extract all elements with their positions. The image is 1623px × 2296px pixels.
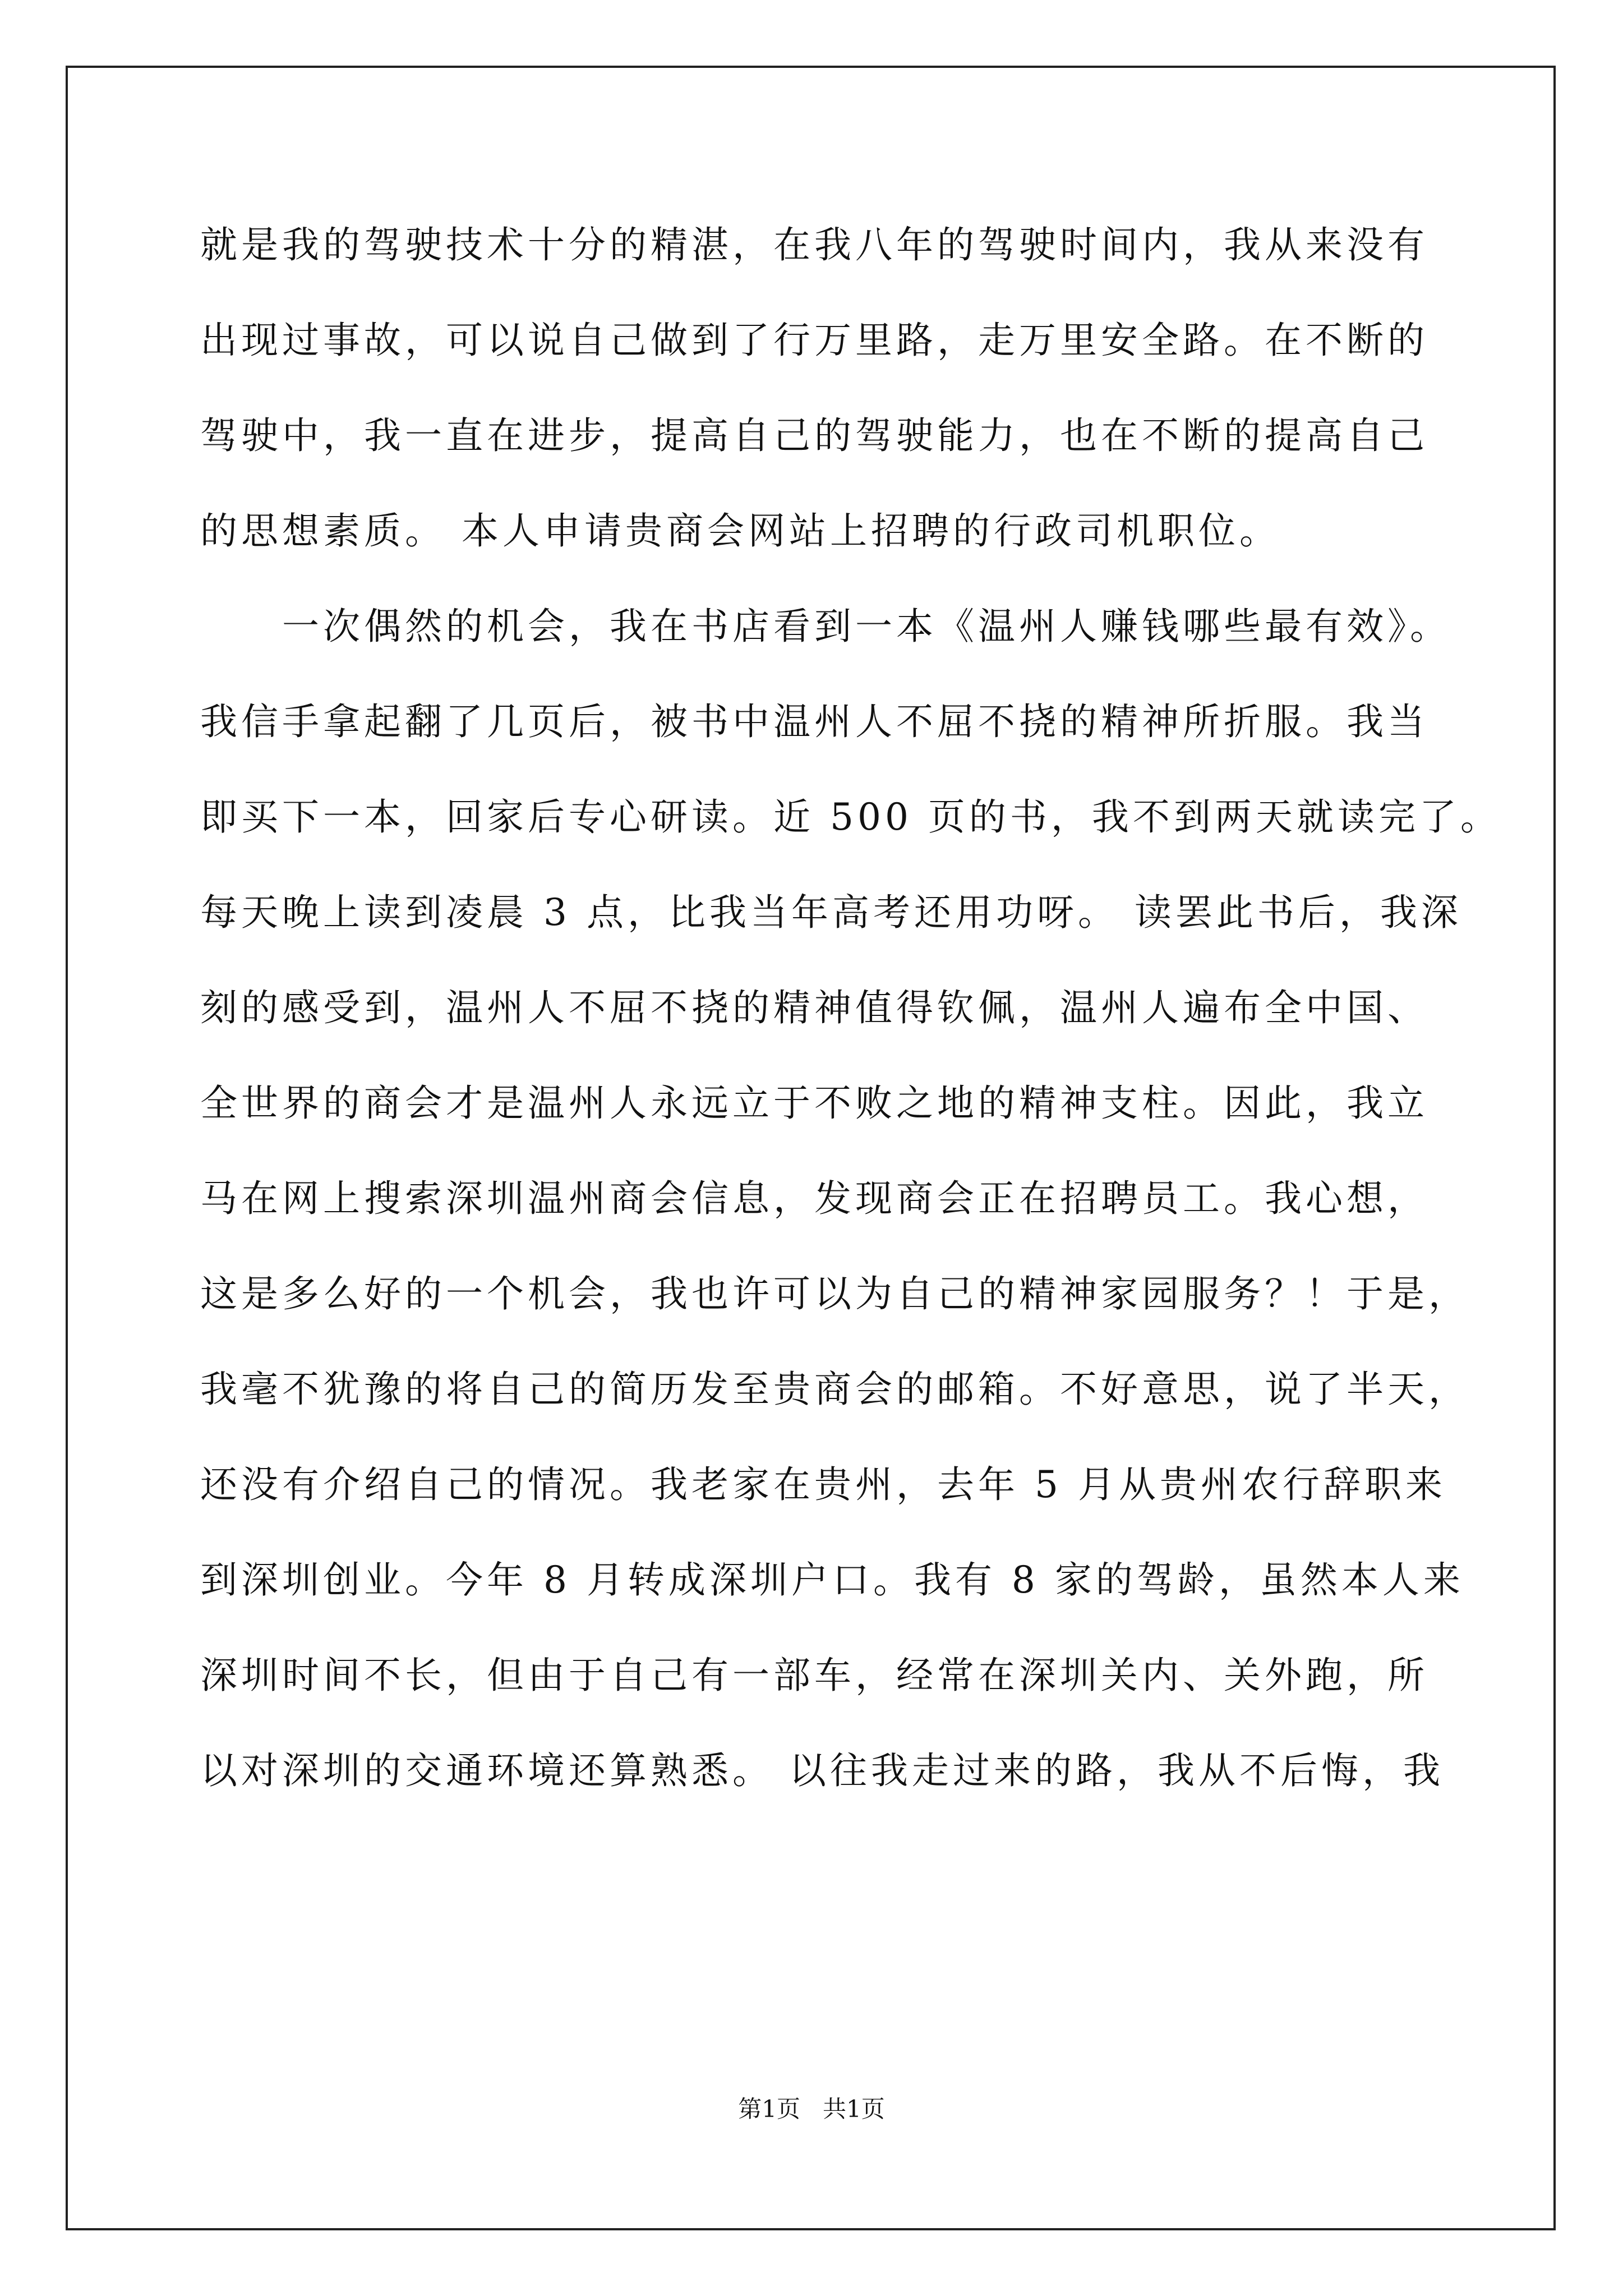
paragraph-start-line: 一次偶然的机会，我在书店看到一本《温州人赚钱哪些最有效》。 — [200, 605, 1451, 648]
text-line: 以对深圳的交通环境还算熟悉。 以往我走过来的路，我从不后悔，我 — [200, 1749, 1444, 1792]
text-line: 的思想素质。 本人申请贵商会网站上招聘的行政司机职位。 — [200, 509, 1280, 553]
text-line: 这是多么好的一个机会，我也许可以为自己的精神家园服务？！于是， — [200, 1272, 1469, 1315]
text-line: 全世界的商会才是温州人永远立于不败之地的精神支柱。因此，我立 — [200, 1082, 1428, 1125]
text-line: 深圳时间不长，但由于自己有一部车，经常在深圳关内、关外跑，所 — [200, 1654, 1428, 1697]
text-line: 我毫不犹豫的将自己的简历发至贵商会的邮箱。不好意思，说了半天， — [200, 1368, 1469, 1411]
text-line: 刻的感受到，温州人不屈不挠的精神值得钦佩，温州人遍布全中国、 — [200, 986, 1428, 1029]
text-line: 即买下一本，回家后专心研读。近 500 页的书，我不到两天就读完了。 — [200, 795, 1501, 839]
text-line: 驾驶中，我一直在进步，提高自己的驾驶能力，也在不断的提高自己 — [200, 414, 1428, 457]
text-line: 出现过事故，可以说自己做到了行万里路，走万里安全路。在不断的 — [200, 319, 1428, 362]
text-line: 每天晚上读到凌晨 3 点，比我当年高考还用功呀。 读罢此书后，我深 — [200, 891, 1462, 934]
document-body — [200, 197, 1501, 1819]
text-line: 到深圳创业。今年 8 月转成深圳户口。我有 8 家的驾龄，虽然本人来 — [200, 1558, 1464, 1602]
page-number-footer: 第1页 共1页 — [738, 2095, 885, 2123]
text-line: 还没有介绍自己的情况。我老家在贵州，去年 5 月从贵州农行辞职来 — [200, 1463, 1446, 1506]
text-line: 就是我的驾驶技术十分的精湛，在我八年的驾驶时间内，我从来没有 — [200, 223, 1428, 266]
text-line: 我信手拿起翻了几页后，被书中温州人不屈不挠的精神所折服。我当 — [200, 700, 1428, 743]
text-line: 马在网上搜索深圳温州商会信息，发现商会正在招聘员工。我心想， — [200, 1177, 1428, 1220]
